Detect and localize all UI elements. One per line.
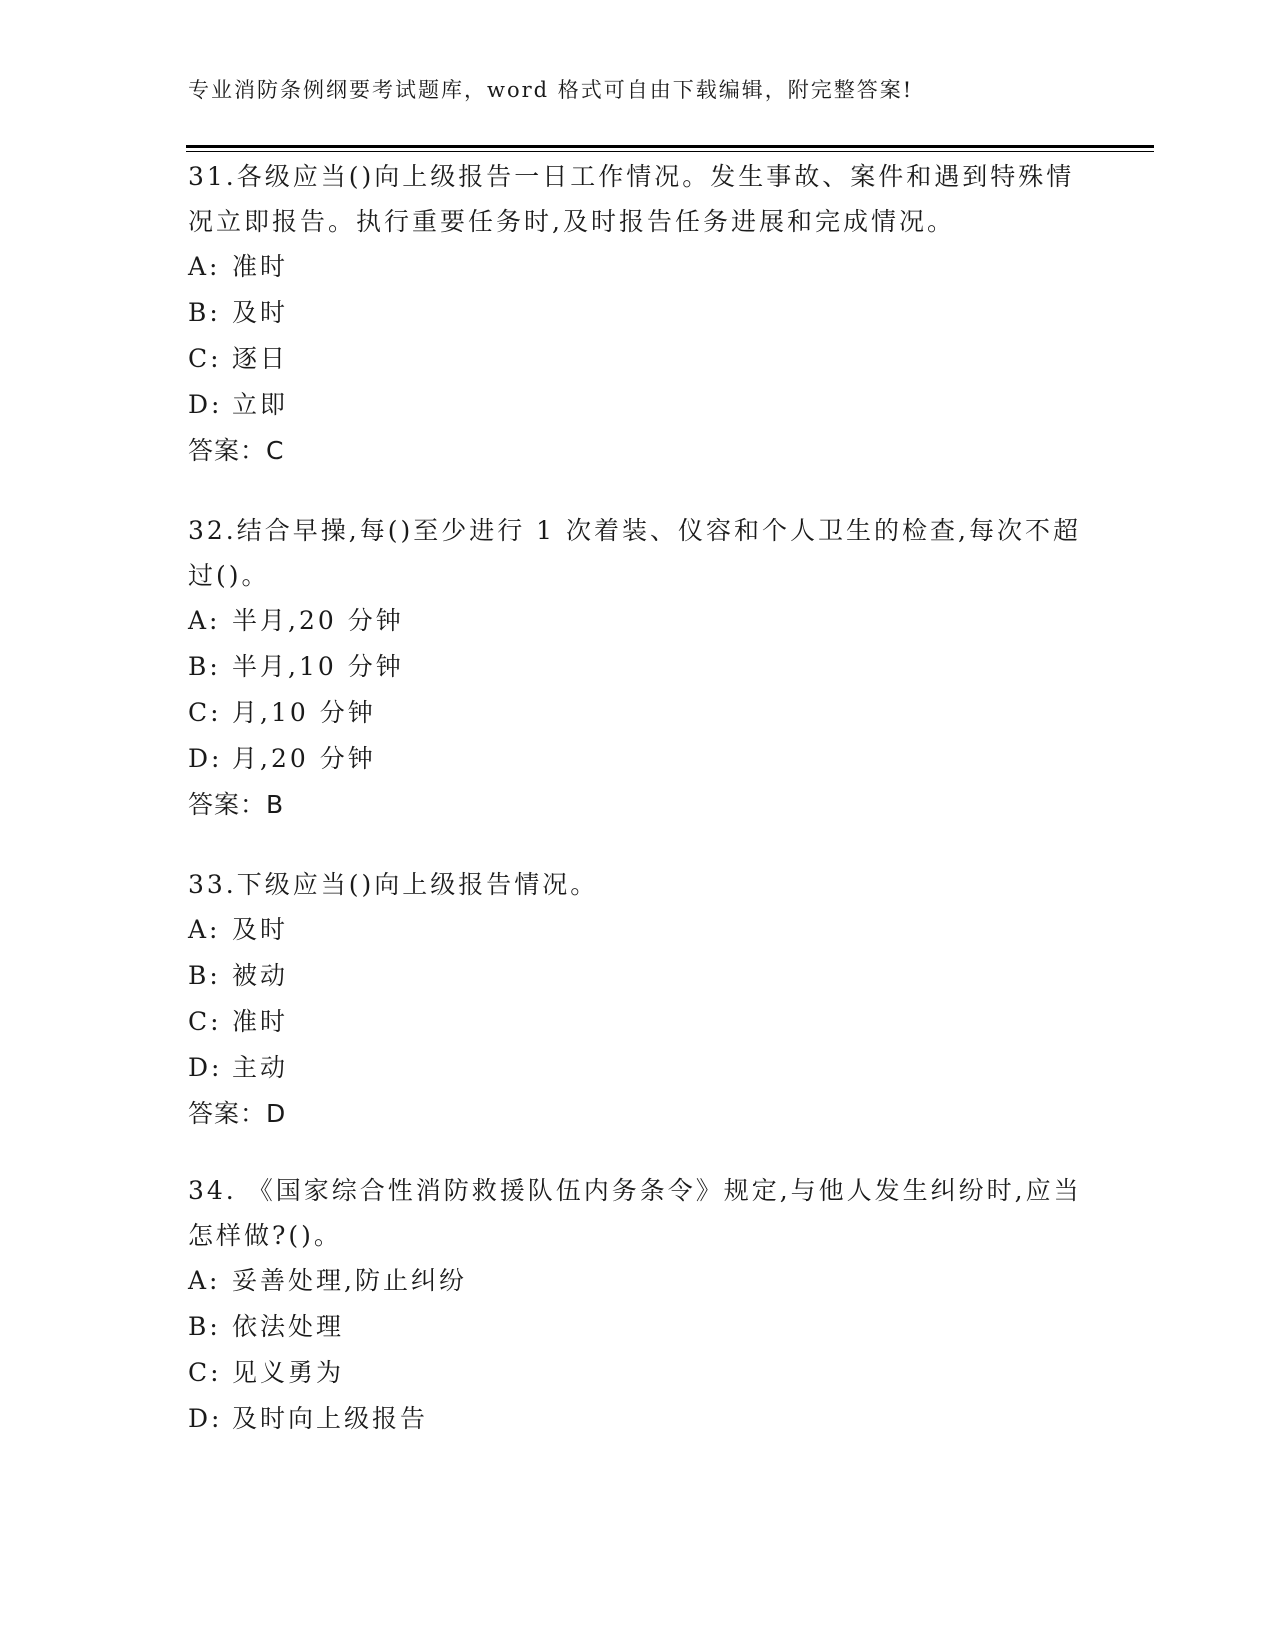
option-key: B: [188,961,221,990]
option-key: A: [188,915,221,944]
question-stem: 33.下级应当()向上级报告情况。 [188,870,599,899]
answer-line: 答案：B [188,790,285,819]
option-c [188,999,1088,1045]
option-d [188,382,1088,428]
option-d [188,1045,1088,1091]
option-a [188,244,1088,290]
option-key: C: [188,344,222,373]
option-key: D: [188,1404,223,1433]
option-key: A: [188,606,221,635]
option-text: 月,20 分钟 [232,744,376,773]
option-text: 依法处理 [232,1312,345,1341]
option-b [188,953,1088,999]
option-a [188,1258,1088,1304]
option-text: 月,10 分钟 [232,698,376,727]
option-key: D: [188,390,223,419]
option-c [188,690,1088,736]
option-text: 立即 [232,390,289,419]
question-31 [188,154,1088,474]
option-text: 被动 [232,961,289,990]
option-b [188,290,1088,336]
option-d [188,736,1088,782]
option-text: 逐日 [232,344,289,373]
option-key: B: [188,298,221,327]
option-text: 准时 [232,1007,289,1036]
question-stem: 34. 《国家综合性消防救援队伍内务条令》规定,与他人发生纠纷时,应当怎样做?()。 [188,1176,1082,1250]
option-key: C: [188,1007,222,1036]
option-text: 及时向上级报告 [232,1404,429,1433]
option-text: 见义勇为 [232,1358,345,1387]
option-key: A: [188,1266,221,1295]
header-rule-thick [186,145,1154,148]
option-b [188,644,1088,690]
option-text: 及时 [232,298,289,327]
option-c [188,336,1088,382]
option-c [188,1350,1088,1396]
option-key: C: [188,698,222,727]
option-key: D: [188,1053,223,1082]
question-33 [188,862,1088,1137]
question-32 [188,508,1088,828]
option-text: 半月,20 分钟 [232,606,404,635]
option-key: D: [188,744,223,773]
header-rule-thin [186,151,1154,152]
option-text: 妥善处理,防止纠纷 [232,1266,467,1295]
question-stem: 31.各级应当()向上级报告一日工作情况。发生事故、案件和遇到特殊情况立即报告。执行重要任务时,及时报告任务进展和完成情况。 [188,162,1075,236]
option-a [188,907,1088,953]
option-a [188,598,1088,644]
option-text: 半月,10 分钟 [232,652,404,681]
option-key: B: [188,652,221,681]
option-key: A: [188,252,221,281]
option-text: 及时 [232,915,289,944]
page-header: 专业消防条例纲要考试题库，word 格式可自由下载编辑，附完整答案! [188,78,914,102]
option-b [188,1304,1088,1350]
option-d [188,1396,1088,1442]
option-text: 准时 [232,252,289,281]
answer-line: 答案：D [188,1099,287,1128]
answer-line: 答案：C [188,436,285,465]
option-key: C: [188,1358,222,1387]
question-stem: 32.结合早操,每()至少进行 1 次着装、仪容和个人卫生的检查,每次不超过()。 [188,516,1081,590]
option-key: B: [188,1312,221,1341]
question-34 [188,1168,1088,1442]
option-text: 主动 [232,1053,289,1082]
